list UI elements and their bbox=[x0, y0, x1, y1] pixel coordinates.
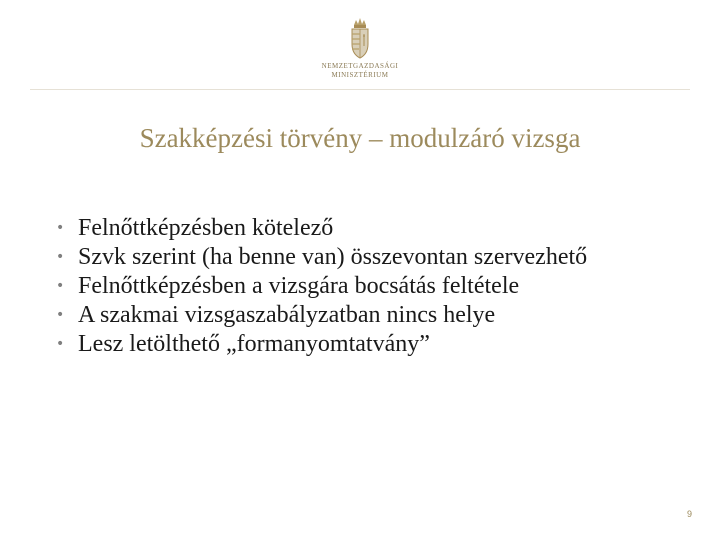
bullet-icon: • bbox=[56, 249, 65, 265]
bullet-text: A szakmai vizsgaszabályzatban nincs helye bbox=[78, 302, 496, 328]
bullet-text: Felnőttképzésben a vizsgára bocsátás feltétele bbox=[78, 273, 520, 299]
bullet-item bbox=[56, 330, 676, 359]
slide-title: Szakképzési törvény – modulzáró vizsga bbox=[139, 123, 581, 153]
bullet-list bbox=[56, 214, 676, 359]
bullet-item bbox=[56, 272, 676, 301]
logo-text-line1: NEMZETGAZDASÁGI bbox=[321, 62, 399, 70]
bullet-item bbox=[56, 214, 676, 243]
bullet-item bbox=[56, 301, 676, 330]
header-divider bbox=[30, 89, 690, 90]
page-number: 9 bbox=[686, 509, 692, 519]
bullet-icon: • bbox=[56, 336, 65, 352]
bullet-item bbox=[56, 243, 676, 272]
coat-of-arms-icon bbox=[346, 16, 374, 60]
bullet-text: Szvk szerint (ha benne van) összevontan szervezhető bbox=[78, 244, 588, 270]
bullet-icon: • bbox=[56, 220, 65, 236]
logo-text-line2: MINISZTÉRIUM bbox=[331, 71, 389, 79]
bullet-text: Lesz letölthető „formanyomtatvány” bbox=[78, 331, 430, 357]
bullet-icon: • bbox=[56, 307, 65, 323]
bullet-icon: • bbox=[56, 278, 65, 294]
ministry-logo bbox=[316, 16, 404, 84]
bullet-text: Felnőttképzésben kötelező bbox=[78, 215, 334, 241]
